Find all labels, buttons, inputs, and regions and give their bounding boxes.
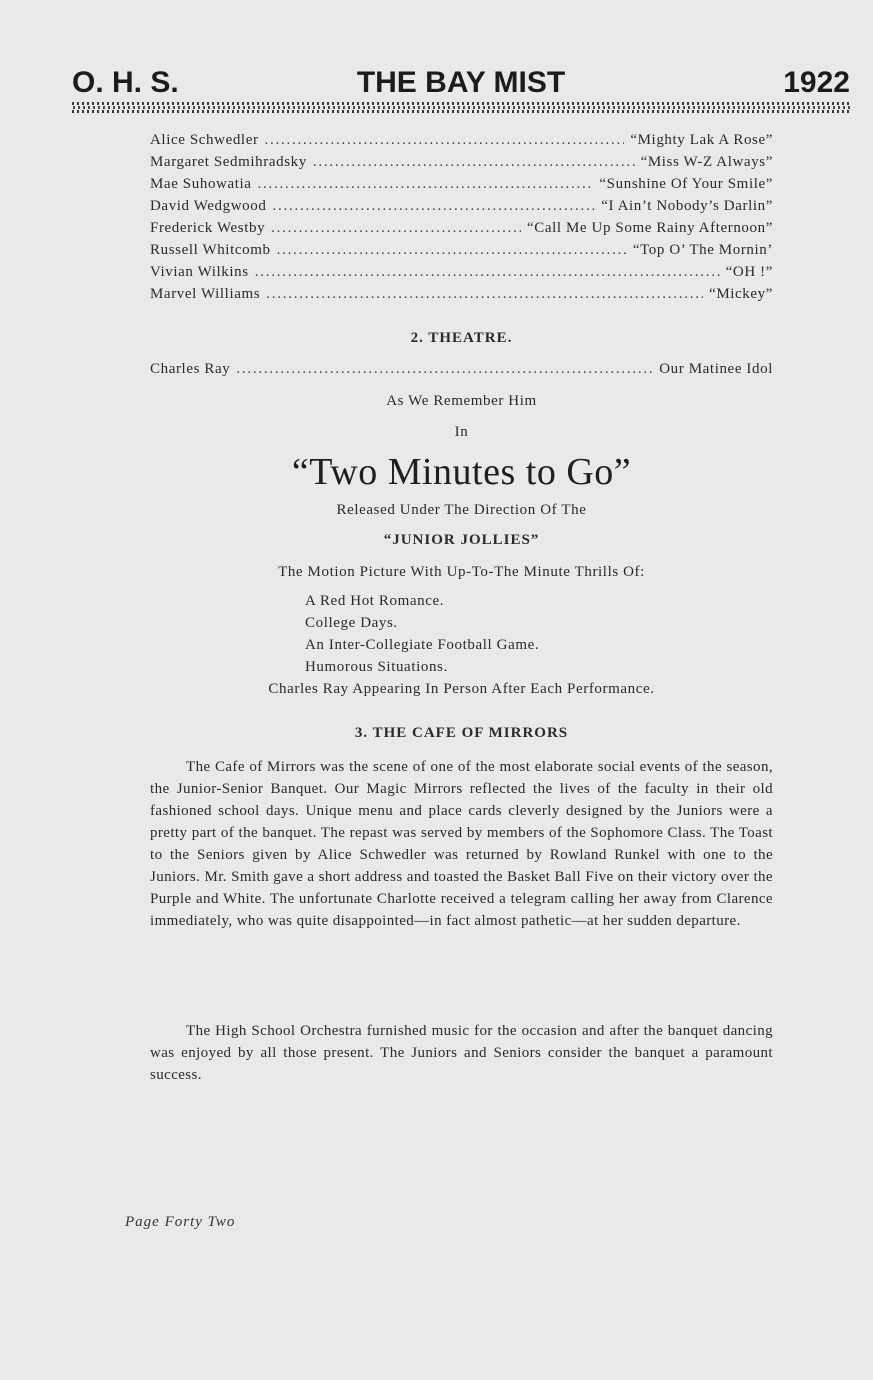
- list-item: A Red Hot Romance.: [305, 593, 445, 609]
- theatre-heading: 2. THEATRE.: [410, 330, 513, 346]
- song-list: [150, 132, 773, 308]
- list-item: [150, 242, 773, 264]
- list-item: [150, 176, 773, 198]
- list-item: [150, 286, 773, 308]
- list-item: [150, 220, 773, 242]
- leader-dots: [271, 220, 521, 237]
- song-title: “Sunshine Of Your Smile”: [599, 176, 773, 192]
- person-name: Vivian Wilkins: [150, 264, 249, 280]
- year: 1922: [783, 66, 850, 99]
- song-title: “Call Me Up Some Rainy Afternoon”: [526, 220, 773, 236]
- list-item: College Days.: [305, 615, 398, 631]
- header-rule: [72, 102, 850, 114]
- song-title: “OH !”: [725, 264, 773, 280]
- list-item: Humorous Situations.: [305, 659, 448, 675]
- in-line: In: [454, 424, 469, 440]
- song-title: “Top O’ The Mornin’: [632, 242, 773, 258]
- leader-dots: [313, 154, 635, 171]
- school-abbrev: O. H. S.: [72, 66, 179, 99]
- person-name: Marvel Williams: [150, 286, 261, 302]
- list-item: [150, 361, 773, 383]
- song-title: “Miss W-Z Always”: [640, 154, 773, 170]
- remember-line: As We Remember Him: [386, 393, 537, 409]
- list-item: [150, 198, 773, 220]
- leader-dots: [255, 264, 720, 281]
- song-title: “Mickey”: [709, 286, 773, 302]
- cafe-paragraph-2: The High School Orchestra furnished music for the occasion and after the banquet dancing was enjoyed by all those present. The Juniors and Seniors consider the banquet a paramount success.: [150, 1023, 773, 1083]
- actor-role: Our Matinee Idol: [659, 361, 773, 377]
- actor-line: [150, 361, 773, 383]
- person-name: David Wedgwood: [150, 198, 267, 214]
- person-name: Alice Schwedler: [150, 132, 259, 148]
- leader-dots: [258, 176, 594, 193]
- closing-line: Charles Ray Appearing In Person After Each Performance.: [268, 681, 655, 697]
- song-title: “Mighty Lak A Rose”: [630, 132, 773, 148]
- person-name: Russell Whitcomb: [150, 242, 271, 258]
- list-item: An Inter-Collegiate Football Game.: [305, 637, 540, 653]
- list-item: [150, 264, 773, 286]
- leader-dots: [277, 242, 627, 259]
- page-number: Page Forty Two: [125, 1214, 236, 1230]
- list-item: [150, 132, 773, 154]
- list-item: [150, 154, 773, 176]
- leader-dots: [265, 132, 625, 149]
- leader-dots: [272, 198, 595, 215]
- film-title: “Two Minutes to Go”: [291, 451, 632, 493]
- cafe-paragraph-1: The Cafe of Mirrors was the scene of one of the most elaborate social events of the season, the Junior-Senior Banquet. Our Magic Mirrors reflected the lives of the faculty in their old fashioned school days. Unique menu and place cards cleverly designed by the Juniors were a pretty part of the banquet. The repast was served by members of the Sophomore Class. The Toast to the Seniors given by Alice Schwedler was returned by Rowland Runkel with one to the Juniors. Mr. Smith gave a short address and toasted the Basket Ball Five on their victory over the Purple and White. The unfortunate Charlotte received a telegram calling her away from Clarence immediately, who was quite disappointed—in fact almost pathetic—at her sudden departure.: [150, 759, 773, 929]
- thrills-intro: The Motion Picture With Up-To-The Minute Thrills Of:: [278, 564, 645, 580]
- presenters: “JUNIOR JOLLIES”: [383, 532, 540, 548]
- leader-dots: [266, 286, 703, 303]
- person-name: Margaret Sedmihradsky: [150, 154, 307, 170]
- cafe-heading: 3. THE CAFE OF MIRRORS: [354, 725, 569, 741]
- thrills-list: [305, 593, 539, 681]
- person-name: Mae Suhowatia: [150, 176, 252, 192]
- page-header: [72, 66, 850, 106]
- leader-dots: [236, 361, 653, 378]
- person-name: Frederick Westby: [150, 220, 266, 236]
- actor-name: Charles Ray: [150, 361, 231, 377]
- song-title: “I Ain’t Nobody’s Darlin”: [601, 198, 773, 214]
- released-line: Released Under The Direction Of The: [336, 502, 587, 518]
- publication-title: THE BAY MIST: [356, 66, 566, 99]
